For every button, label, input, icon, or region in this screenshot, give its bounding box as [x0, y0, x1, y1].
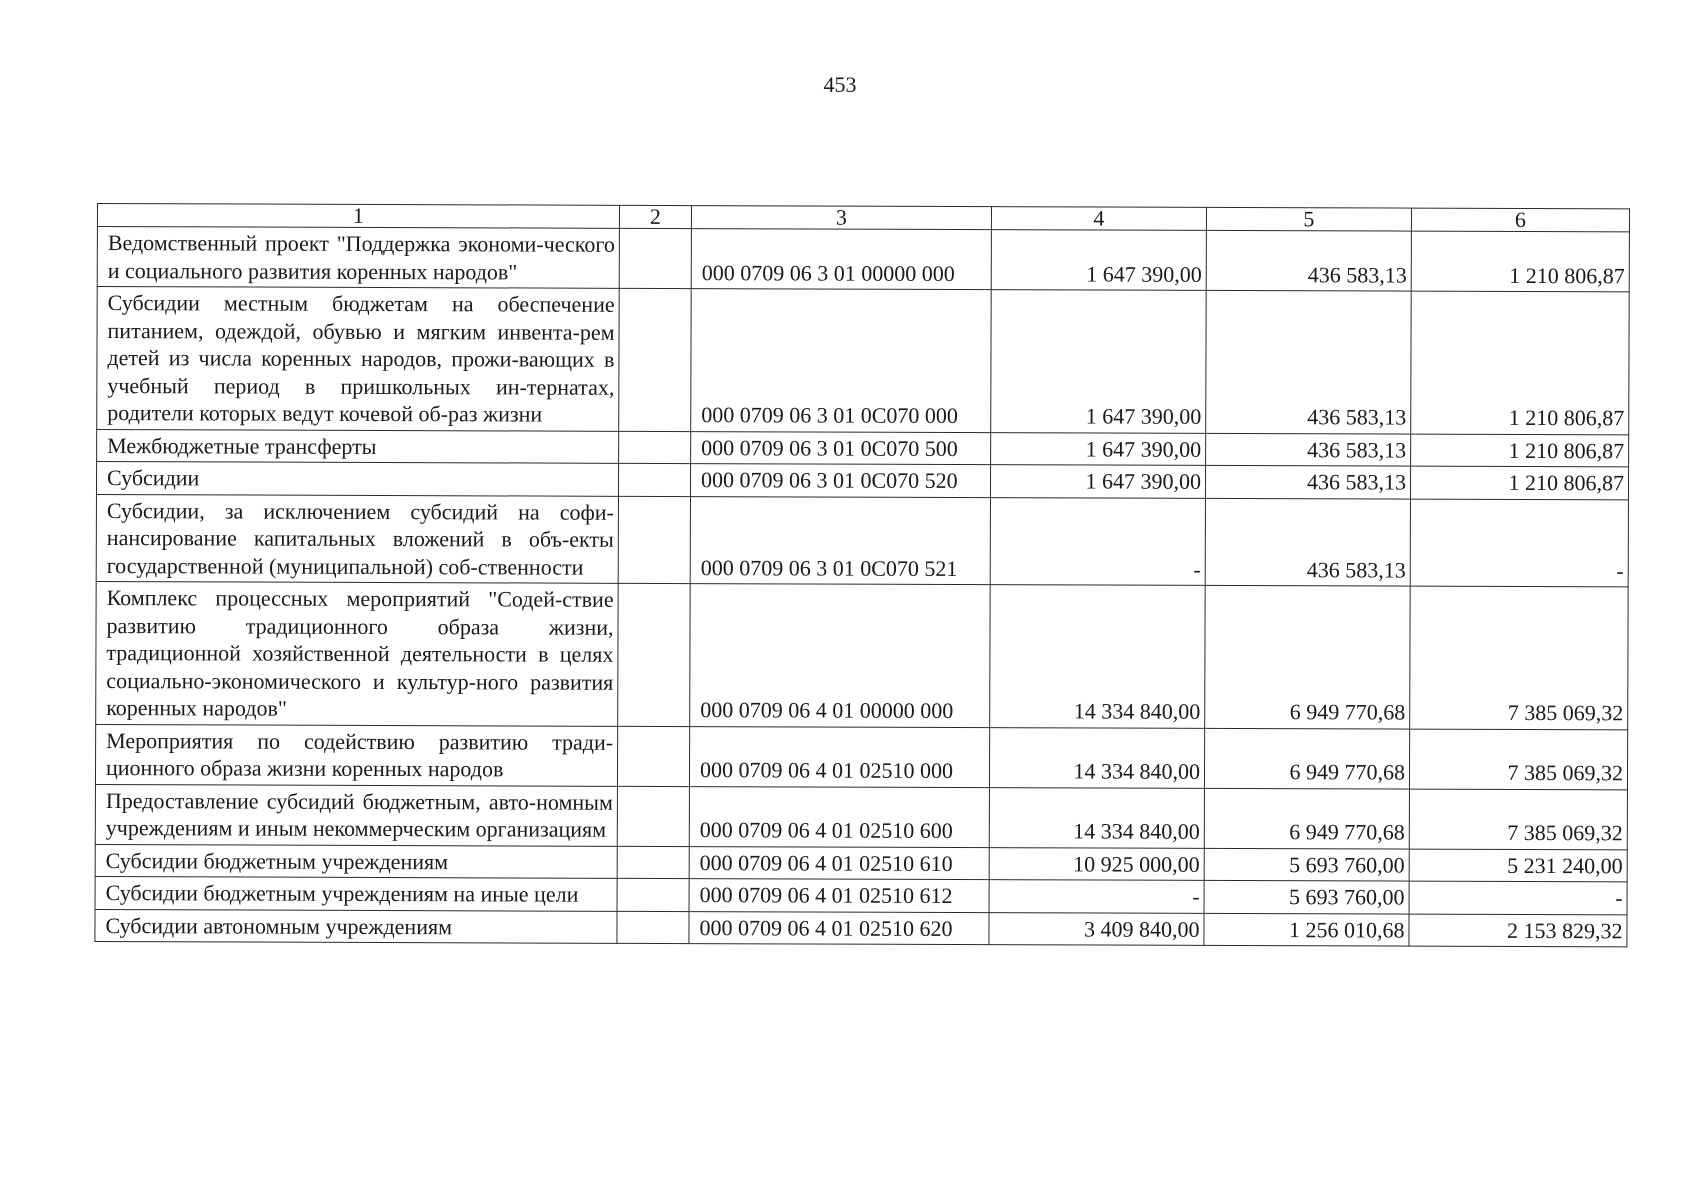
row-name-cell: Субсидии — [96, 462, 618, 496]
row-value-6-cell: - — [1410, 499, 1628, 587]
row-name-cell: Субсидии местным бюджетам на обеспечение питанием, одеждой, обувью и мягким инвента-рем детей из числа коренных народов, прожи-вающих в учебный период в пришкольных ин-тернатах, родители которых ведут кочевой об-раз жизни — [97, 287, 619, 431]
row-value-4-cell: 1 647 390,00 — [991, 230, 1206, 291]
row-col2-cell — [617, 726, 689, 786]
table-row — [95, 876, 1627, 914]
table-row — [95, 784, 1627, 849]
row-col2-cell — [619, 431, 691, 464]
table-row — [97, 429, 1629, 467]
header-cell-5: 5 — [1206, 207, 1411, 231]
row-value-5-cell: 6 949 770,68 — [1204, 728, 1409, 789]
row-value-5-cell: 5 693 760,00 — [1204, 880, 1409, 913]
row-value-6-cell: 1 210 806,87 — [1410, 466, 1628, 499]
table-row — [96, 494, 1628, 587]
row-value-4-cell: - — [990, 497, 1205, 585]
row-value-6-cell: 2 153 829,32 — [1409, 914, 1627, 947]
row-code-cell: 000 0709 06 4 01 02510 000 — [689, 726, 989, 787]
header-cell-3: 3 — [691, 206, 991, 230]
row-name-cell: Комплекс процессных мероприятий "Содей-ствие развитию традиционного образа жизни, традиционной хозяйственной деятельности в целях социально-экономического и культур-ного развития коренных народов" — [96, 581, 618, 725]
row-value-4-cell: 14 334 840,00 — [990, 585, 1205, 728]
row-name-cell: Мероприятия по содействию развитию тради-ционного образа жизни коренных народов — [95, 724, 617, 786]
row-value-4-cell: 14 334 840,00 — [989, 787, 1204, 848]
row-value-4-cell: - — [989, 880, 1204, 913]
table-row — [97, 227, 1629, 292]
row-col2-cell — [617, 846, 689, 879]
row-col2-cell — [617, 911, 689, 944]
row-value-6-cell: - — [1409, 881, 1627, 914]
row-value-5-cell: 436 583,13 — [1206, 230, 1411, 291]
page-number: 453 — [823, 72, 857, 97]
row-value-4-cell: 14 334 840,00 — [989, 727, 1204, 788]
row-value-6-cell: 1 210 806,87 — [1411, 434, 1629, 467]
row-value-6-cell: 7 385 069,32 — [1410, 586, 1628, 729]
row-value-5-cell: 6 949 770,68 — [1205, 585, 1410, 728]
row-value-6-cell: 5 231 240,00 — [1409, 849, 1627, 882]
row-code-cell: 000 0709 06 3 01 0C070 521 — [690, 496, 990, 585]
row-name-cell: Субсидии автономным учреждениям — [95, 909, 617, 943]
row-value-5-cell: 436 583,13 — [1206, 433, 1411, 466]
budget-table — [94, 203, 1630, 947]
row-col2-cell — [617, 786, 689, 846]
row-value-4-cell: 3 409 840,00 — [989, 912, 1204, 945]
header-cell-2: 2 — [619, 205, 691, 228]
row-name-cell: Предоставление субсидий бюджетным, авто-номным учреждениям и иным некоммерческим организациям — [95, 784, 617, 846]
row-code-cell: 000 0709 06 4 01 02510 612 — [689, 879, 989, 913]
row-col2-cell — [618, 583, 690, 726]
row-value-5-cell: 436 583,13 — [1206, 290, 1411, 433]
header-cell-4: 4 — [991, 207, 1206, 231]
row-value-5-cell: 436 583,13 — [1205, 498, 1410, 586]
row-code-cell: 000 0709 06 3 01 0C070 000 — [691, 289, 991, 433]
table-row — [97, 287, 1629, 435]
table-row — [95, 909, 1627, 947]
row-col2-cell — [618, 463, 690, 496]
row-name-cell: Субсидии бюджетным учреждениям — [95, 844, 617, 878]
row-value-4-cell: 1 647 390,00 — [990, 465, 1205, 498]
budget-table-container — [94, 203, 1629, 947]
row-code-cell: 000 0709 06 4 01 02510 600 — [689, 786, 989, 847]
row-code-cell: 000 0709 06 4 01 00000 000 — [690, 584, 990, 728]
row-value-4-cell: 1 647 390,00 — [991, 432, 1206, 465]
row-col2-cell — [618, 496, 690, 584]
row-col2-cell — [619, 228, 691, 288]
row-value-5-cell: 6 949 770,68 — [1204, 788, 1409, 849]
row-value-4-cell: 10 925 000,00 — [989, 847, 1204, 880]
row-value-5-cell: 5 693 760,00 — [1204, 848, 1409, 881]
row-col2-cell — [619, 288, 691, 431]
row-value-6-cell: 7 385 069,32 — [1409, 729, 1627, 790]
table-row — [96, 462, 1628, 500]
row-code-cell: 000 0709 06 4 01 02510 620 — [689, 911, 989, 945]
row-code-cell: 000 0709 06 3 01 00000 000 — [691, 229, 991, 290]
row-name-cell: Субсидии, за исключением субсидий на софи-нансирование капитальных вложений в объ-екты государственной (муниципальной) соб-ственности — [96, 494, 618, 583]
header-cell-1: 1 — [97, 204, 619, 229]
row-value-6-cell: 1 210 806,87 — [1411, 291, 1629, 434]
row-name-cell: Субсидии бюджетным учреждениям на иные цели — [95, 876, 617, 910]
row-name-cell: Ведомственный проект "Поддержка экономи-ческого и социального развития коренных народов" — [97, 227, 619, 289]
row-value-5-cell: 1 256 010,68 — [1204, 913, 1409, 946]
table-row — [96, 581, 1628, 729]
row-value-5-cell: 436 583,13 — [1205, 465, 1410, 498]
row-value-6-cell: 1 210 806,87 — [1411, 231, 1629, 292]
row-code-cell: 000 0709 06 3 01 0C070 520 — [690, 464, 990, 498]
header-cell-6: 6 — [1411, 208, 1629, 232]
row-value-4-cell: 1 647 390,00 — [991, 290, 1206, 433]
table-row — [95, 724, 1627, 789]
row-code-cell: 000 0709 06 4 01 02510 610 — [689, 846, 989, 880]
row-col2-cell — [617, 878, 689, 911]
table-row — [95, 844, 1627, 882]
row-value-6-cell: 7 385 069,32 — [1409, 789, 1627, 850]
row-name-cell: Межбюджетные трансферты — [97, 429, 619, 463]
row-code-cell: 000 0709 06 3 01 0C070 500 — [691, 431, 991, 465]
